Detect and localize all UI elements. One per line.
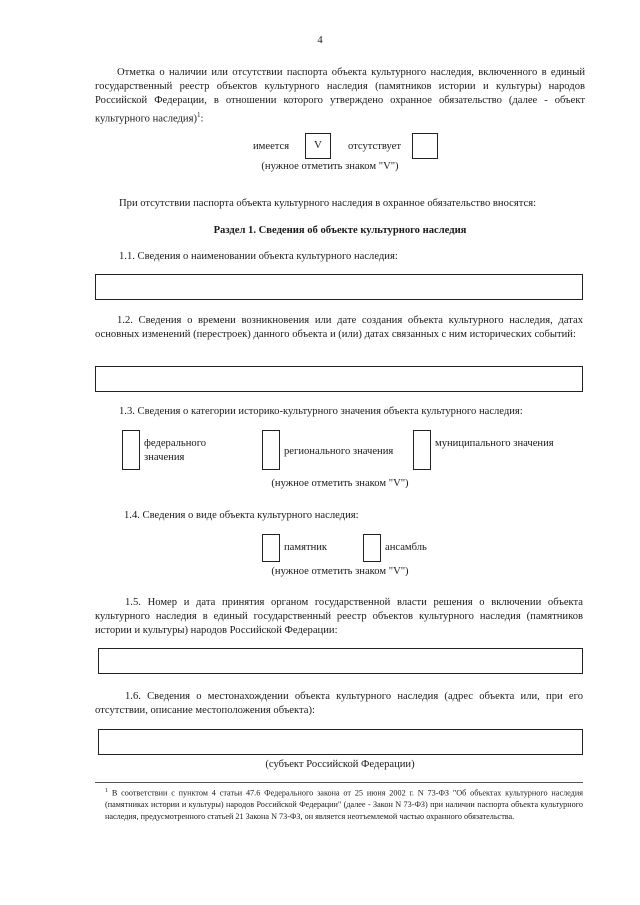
passport-intro-text: Отметка о наличии или отсутствии паспорта объекта культурного наследия, включенного в единый государственный реестр объектов культурного наследия (памятников истории и культуры) народов Российской Федерации, в отношении которого утверждено охранное обязательство (далее - объект культурного наследия) [95,67,585,125]
type-ensemble-label: ансамбль [385,542,427,553]
item-1-5-label: 1.5. Номер и дата принятия органом государственной власти решения о включении объекта культурного наследия в единый государственный реестр объектов культурного наследия (памятников истории и культуры) народов Российской Федерации: [95,597,583,636]
item-1-1-label: 1.1. Сведения о наименовании объекта культурного наследия: [119,251,398,262]
item-1-2-label: 1.2. Сведения о времени возникновения или дате создания объекта культурного наследия, датах основных изменений (перестроек) данного объекта и (или) датах связанных с ним исторических событий: [95,315,583,340]
category-municipal-label: муниципального значения [435,438,554,449]
passport-present-label: имеется [253,141,290,152]
type-hint: (нужное отметить знаком "V") [271,566,409,577]
category-hint: (нужное отметить знаком "V") [271,478,409,489]
passport-absent-label: отсутствует [348,141,401,152]
category-federal-label: федерального значения [144,438,207,463]
item-1-4-label: 1.4. Сведения о виде объекта культурного наследия: [124,510,359,521]
passport-intro-tail: : [200,113,204,125]
footnote-separator [95,782,583,783]
footnote-reference[interactable]: 1 [197,111,201,119]
item-1-3-label: 1.3. Сведения о категории историко-культурного значения объекта культурного наследия: [119,406,523,417]
footnote-marker: 1 [105,788,108,794]
item-1-2-field[interactable] [95,366,583,392]
category-municipal-checkbox[interactable] [413,430,431,470]
passport-intro-paragraph [95,66,585,127]
type-monument-checkbox[interactable] [262,534,280,562]
item-1-6-label: 1.6. Сведения о местонахождении объекта культурного наследия (адрес объекта или, при его отсутствии, описание местоположения объекта): [95,691,583,716]
category-federal-checkbox[interactable] [122,430,140,470]
section-title: Раздел 1. Сведения об объекте культурного наследия [213,225,467,236]
item-1-6-caption: (субъект Российской Федерации) [265,759,415,770]
footnote [105,786,583,822]
page-number: 4 [317,35,323,46]
item-1-1-field[interactable] [95,274,583,300]
type-monument-label: памятник [284,542,328,553]
passport-hint: (нужное отметить знаком "V") [261,161,399,172]
type-ensemble-checkbox[interactable] [363,534,381,562]
passport-present-checkbox[interactable]: V [305,133,331,159]
passport-absent-checkbox[interactable] [412,133,438,159]
absence-note: При отсутствии паспорта объекта культурного наследия в охранное обязательство вносятся: [119,198,537,209]
footnote-text: В соответствии с пунктом 4 статьи 47.6 Федерального закона от 25 июня 2002 г. N 73-ФЗ "Об объектах культурного наследия (памятниках истории и культуры) народов Российской Федерации" (далее - Закон N 73-ФЗ) при наличии паспорта объекта культурного наследия, предусмотренного статьей 21 Закона N 73-ФЗ, он является неотъемлемой частью охранного обязательства. [105,788,583,821]
category-regional-checkbox[interactable] [262,430,280,470]
category-regional-label: регионального значения [284,446,394,457]
item-1-5-field[interactable] [98,648,583,674]
item-1-6-field[interactable] [98,729,583,755]
